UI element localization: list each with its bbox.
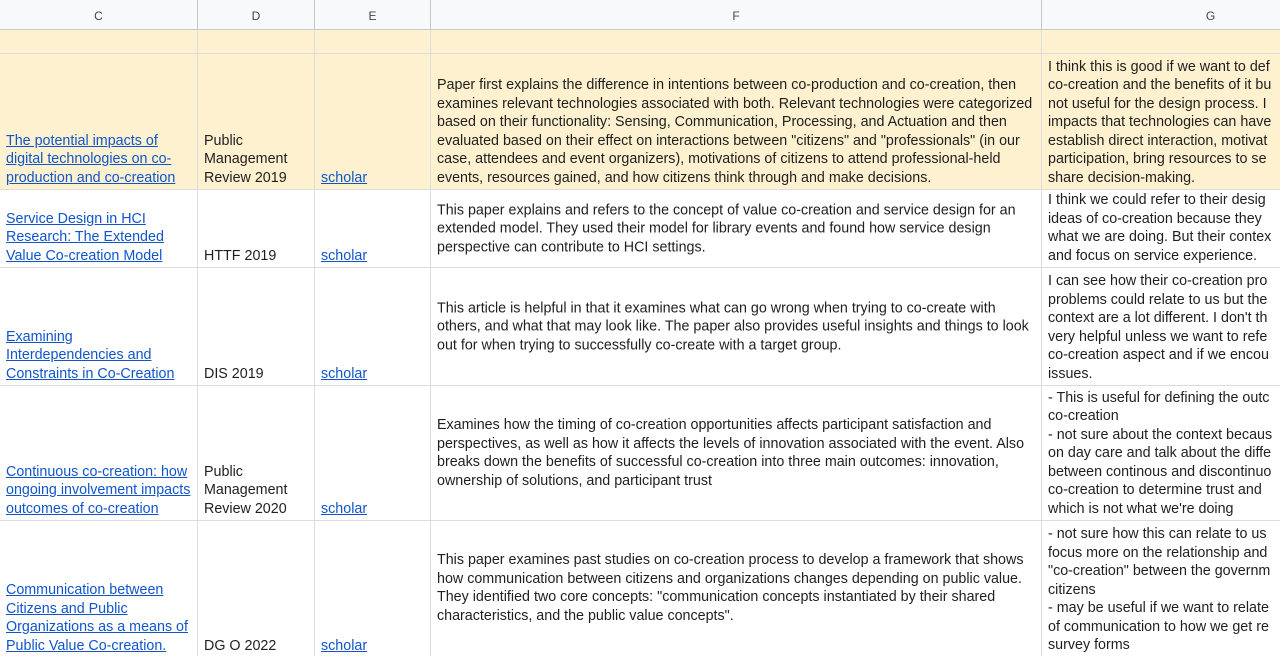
- cell-title[interactable]: [0, 54, 198, 189]
- cell-link[interactable]: [315, 386, 431, 520]
- summary-text: Paper first explains the difference in intentions between co-production and co-creation, then examines relevant technologies associated with both. Relevant technologies were categorized based on their functionality: Sensing, Communication, Processing, and Actuation and then evaluated based on their effect on interactions between "citizens" and "professionals" (in our case, attendees and event organizers), motivations of citizens to attend professional-held events, resources gained, and how citizens think through and make decisions.: [437, 77, 1033, 186]
- paper-title-link[interactable]: Service Design in HCI Research: The Extended Value Co-creation Model: [6, 210, 164, 264]
- notes-text: I can see how their co-creation pro problems could relate to us but the context are a lot different. I don't th very helpful unless we want to refe co-creation aspect and if we encou issues.: [1048, 273, 1269, 382]
- notes-text: - not sure how this can relate to us focus more on the relationship and "co-creation" between the governm citizens - may be useful if we want to relate of communication to how we get re survey forms: [1048, 526, 1271, 653]
- cell-link[interactable]: [315, 190, 431, 267]
- column-header-f[interactable]: F: [431, 0, 1042, 29]
- summary-text: This paper explains and refers to the concept of value co-creation and service design for an extended model. They used their model for library events and found how service design perspective can contribute to HCI settings.: [437, 201, 1016, 255]
- notes-text: I think we could refer to their desig ideas of co-creation because they what we are doing. But their contex and focus on service experience.: [1048, 192, 1272, 264]
- notes-text: I think this is good if we want to def co-creation and the benefits of it bu not useful for the design process. I impacts that technologies can have establish direct interaction, motivat participation, bring resources to se share decision-making.: [1048, 58, 1272, 186]
- cell-venue[interactable]: [198, 190, 315, 267]
- cell-title[interactable]: [0, 386, 198, 520]
- table-row: [0, 386, 1280, 521]
- cell-link[interactable]: [315, 30, 431, 53]
- summary-text: Examines how the timing of co-creation opportunities affects participant satisfaction and perspectives, as well as how it affects the levels of innovation associated with the event. Also breaks down the benefits of successful co-creation into three main outcomes: innovation, ownership of solutions, and participant trust: [437, 417, 1025, 489]
- table-row: [0, 268, 1280, 386]
- cell-title[interactable]: [0, 268, 198, 385]
- cell-venue[interactable]: [198, 54, 315, 189]
- scholar-link[interactable]: scholar: [321, 637, 368, 654]
- paper-title-link[interactable]: Continuous co-creation: how ongoing involvement impacts outcomes of co-creation: [6, 463, 191, 517]
- cell-link[interactable]: [315, 54, 431, 189]
- scholar-link[interactable]: scholar: [321, 247, 368, 264]
- table-row: [0, 54, 1280, 190]
- table-row: [0, 190, 1280, 268]
- cell-title[interactable]: [0, 30, 198, 53]
- venue-text: DIS 2019: [204, 365, 264, 382]
- cell-summary[interactable]: [431, 386, 1042, 520]
- venue-text: Public Management Review 2019: [204, 132, 288, 186]
- column-header-d[interactable]: D: [198, 0, 315, 29]
- cell-venue[interactable]: [198, 521, 315, 656]
- cell-notes[interactable]: [1042, 521, 1280, 656]
- cell-summary[interactable]: [431, 30, 1042, 53]
- cell-notes[interactable]: [1042, 30, 1280, 53]
- venue-text: Public Management Review 2020: [204, 463, 288, 517]
- cell-notes[interactable]: [1042, 54, 1280, 189]
- summary-text: This article is helpful in that it examines what can go wrong when trying to co-create with others, and what that may look like. The paper also provides useful insights and things to look out for when trying to successfully co-create with a target group.: [437, 299, 1029, 353]
- cell-summary[interactable]: [431, 521, 1042, 656]
- cell-title[interactable]: [0, 521, 198, 656]
- paper-title-link[interactable]: The potential impacts of digital technologies on co-production and co-creation: [6, 132, 176, 186]
- cell-notes[interactable]: [1042, 190, 1280, 267]
- column-header-e[interactable]: E: [315, 0, 431, 29]
- notes-text: - This is useful for defining the outc co-creation - not sure about the context becaus on day care and talk about the diffe between continous and discontinuo co-creation to determine trust and which is not what we're doing: [1048, 389, 1273, 517]
- cell-summary[interactable]: [431, 268, 1042, 385]
- cell-venue[interactable]: [198, 268, 315, 385]
- column-header-g[interactable]: G: [1042, 0, 1280, 29]
- paper-title-link[interactable]: Communication between Citizens and Public Organizations as a means of Public Value Co-creation.: [6, 582, 188, 654]
- cell-notes[interactable]: [1042, 386, 1280, 520]
- column-header-bar: [0, 0, 1280, 30]
- cell-link[interactable]: [315, 268, 431, 385]
- summary-text: This paper examines past studies on co-creation process to develop a framework that shows how communication between citizens and organizations changes depending on public value. They identified two core concepts: "communication concepts instantiated by their shared characteristics, and the public value concepts".: [437, 552, 1024, 624]
- table-row: [0, 521, 1280, 656]
- cell-venue[interactable]: [198, 30, 315, 53]
- cell-notes[interactable]: [1042, 268, 1280, 385]
- table-row: [0, 30, 1280, 54]
- venue-text: HTTF 2019: [204, 247, 277, 264]
- column-header-c[interactable]: C: [0, 0, 198, 29]
- cell-title[interactable]: [0, 190, 198, 267]
- venue-text: DG O 2022: [204, 637, 277, 654]
- cell-venue[interactable]: [198, 386, 315, 520]
- scholar-link[interactable]: scholar: [321, 169, 368, 186]
- scholar-link[interactable]: scholar: [321, 500, 368, 517]
- cell-summary[interactable]: [431, 190, 1042, 267]
- cell-summary[interactable]: [431, 54, 1042, 189]
- cell-link[interactable]: [315, 521, 431, 656]
- scholar-link[interactable]: scholar: [321, 365, 368, 382]
- paper-title-link[interactable]: Examining Interdependencies and Constraints in Co-Creation: [6, 328, 175, 382]
